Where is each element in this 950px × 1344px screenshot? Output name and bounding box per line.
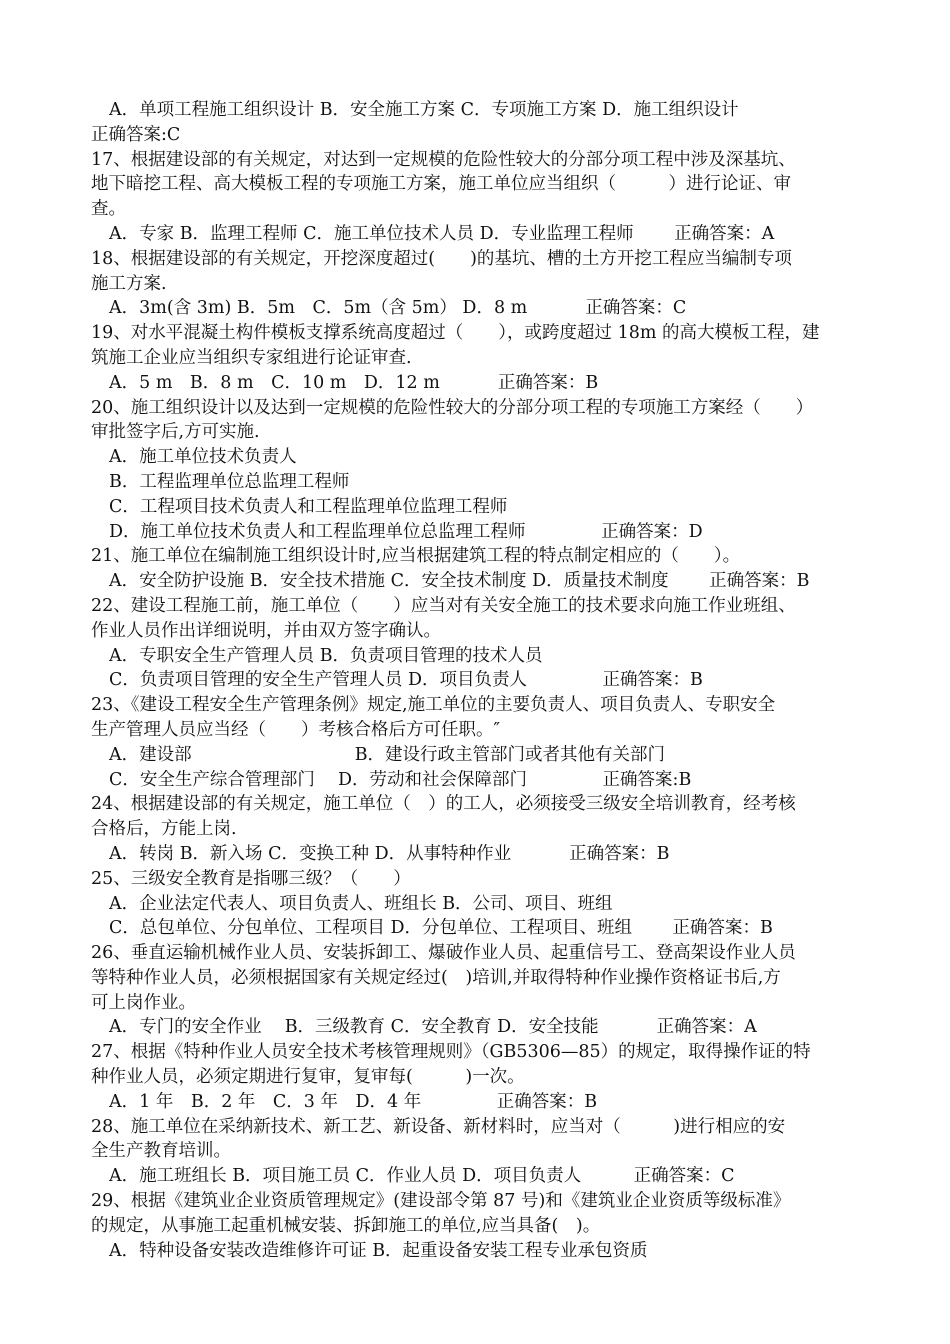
question-line: 17、根据建设部的有关规定，对达到一定规模的危险性较大的分部分项工程中涉及深基坑、 — [91, 149, 796, 170]
question-line: 施工方案. — [91, 273, 167, 294]
question-line: 种作业人员，必须定期进行复审，复审每( )一次。 — [91, 1067, 525, 1088]
question-line: 20、施工组织设计以及达到一定规模的危险性较大的分部分项工程的专项施工方案经（ ） — [91, 397, 814, 418]
option-line: D．施工单位技术负责人和工程监理单位总监理工程师 正确答案：D — [109, 521, 703, 542]
question-line: 可上岗作业。 — [91, 992, 196, 1013]
question-line: 筑施工企业应当组织专家组进行论证审查. — [91, 347, 412, 368]
question-line: 作业人员作出详细说明，并由双方签字确认。 — [91, 620, 441, 641]
option-line: A．建设部 B．建设行政主管部门或者其他有关部门 — [109, 744, 666, 765]
answer-line: 正确答案:C — [91, 124, 181, 145]
question-line: 生产管理人员应当经（ ）考核合格后方可任职。″ — [91, 719, 501, 740]
question-line: 等特种作业人员，必须根据国家有关规定经过( )培训,并取得特种作业操作资格证书后,方 — [91, 967, 781, 988]
option-line: A．特种设备安装改造维修许可证 B．起重设备安装工程专业承包资质 — [109, 1240, 648, 1261]
option-line: A．施工单位技术负责人 — [109, 447, 297, 468]
question-list — [91, 98, 871, 1263]
option-line: A．3m(含 3m) B．5m C．5m（含 5m） D．8 m 正确答案：C — [109, 298, 687, 319]
question-line: 全生产教育培训。 — [91, 1141, 231, 1162]
option-line: C．负责项目管理的安全生产管理人员 D．项目负责人 正确答案：B — [109, 670, 703, 691]
option-line: A．安全防护设施 B．安全技术措施 C．安全技术制度 D．质量技术制度 正确答案：B — [109, 571, 810, 592]
option-line: A．转岗 B．新入场 C．变换工种 D．从事特种作业 正确答案：B — [109, 843, 670, 864]
option-line: A．专家 B．监理工程师 C．施工单位技术人员 D．专业监理工程师 正确答案：A — [109, 223, 775, 244]
question-line: 27、根据《特种作业人员安全技术考核管理规则》（GB5306—85）的规定，取得操作证的特 — [91, 1042, 811, 1063]
option-line: A．施工班组长 B．项目施工员 C．作业人员 D．项目负责人 正确答案：C — [109, 1166, 735, 1187]
question-line: 审批签字后,方可实施. — [91, 422, 260, 443]
question-line: 合格后，方能上岗. — [91, 819, 237, 840]
question-line: 22、建设工程施工前，施工单位（ ）应当对有关安全施工的技术要求向施工作业班组、 — [91, 595, 796, 616]
option-line: A．5 m B．8 m C．10 m D．12 m 正确答案：B — [109, 372, 599, 393]
question-line: 查。 — [91, 199, 126, 220]
question-line: 地下暗挖工程、高大模板工程的专项施工方案，施工单位应当组织（ ）进行论证、审 — [91, 174, 791, 195]
question-line: 21、施工单位在编制施工组织设计时,应当根据建筑工程的特点制定相应的（ ）。 — [91, 546, 741, 567]
question-line: 18、根据建设部的有关规定，开挖深度超过( )的基坑、槽的土方开挖工程应当编制专项 — [91, 248, 792, 269]
question-line: 19、对水平混凝土构件模板支撑系统高度超过（ ），或跨度超过 18m 的高大模板工程，建 — [91, 323, 820, 344]
option-line: A．1 年 B．2 年 C．3 年 D．4 年 正确答案：B — [109, 1091, 598, 1112]
option-line: A．专职安全生产管理人员 B．负责项目管理的技术人员 — [109, 645, 543, 666]
question-line: 25、三级安全教育是指哪三级？（ ） — [91, 868, 411, 889]
question-line: 23、《建设工程安全生产管理条例》规定,施工单位的主要负责人、项目负责人、专职安全 — [91, 695, 776, 716]
option-line: C．总包单位、分包单位、工程项目 D．分包单位、工程项目、班组 正确答案：B — [109, 918, 773, 939]
option-line: A．单项工程施工组织设计 B．安全施工方案 C．专项施工方案 D．施工组织设计 — [109, 100, 739, 120]
option-line: B．工程监理单位总监理工程师 — [109, 471, 350, 492]
question-line: 24、根据建设部的有关规定，施工单位（ ）的工人，必须接受三级安全培训教育，经考核 — [91, 794, 796, 815]
question-line: 26、垂直运输机械作业人员、安装拆卸工、爆破作业人员、起重信号工、登高架设作业人员 — [91, 943, 796, 964]
option-line: A．专门的安全作业 B．三级教育 C．安全教育 D．安全技能 正确答案：A — [109, 1017, 757, 1038]
option-line: C．工程项目技术负责人和工程监理单位监理工程师 — [109, 496, 508, 517]
option-line: C．安全生产综合管理部门 D．劳动和社会保障部门 正确答案:B — [109, 769, 692, 790]
question-line: 28、施工单位在采纳新技术、新工艺、新设备、新材料时，应当对（ )进行相应的安 — [91, 1116, 786, 1137]
question-line: 29、根据《建筑业企业资质管理规定》(建设部令第 87 号)和《建筑业企业资质等级标准》 — [91, 1191, 791, 1212]
option-line: A．企业法定代表人、项目负责人、班组长 B．公司、项目、班组 — [109, 893, 613, 914]
question-line: 的规定，从事施工起重机械安装、拆卸施工的单位,应当具备( )。 — [91, 1215, 601, 1236]
